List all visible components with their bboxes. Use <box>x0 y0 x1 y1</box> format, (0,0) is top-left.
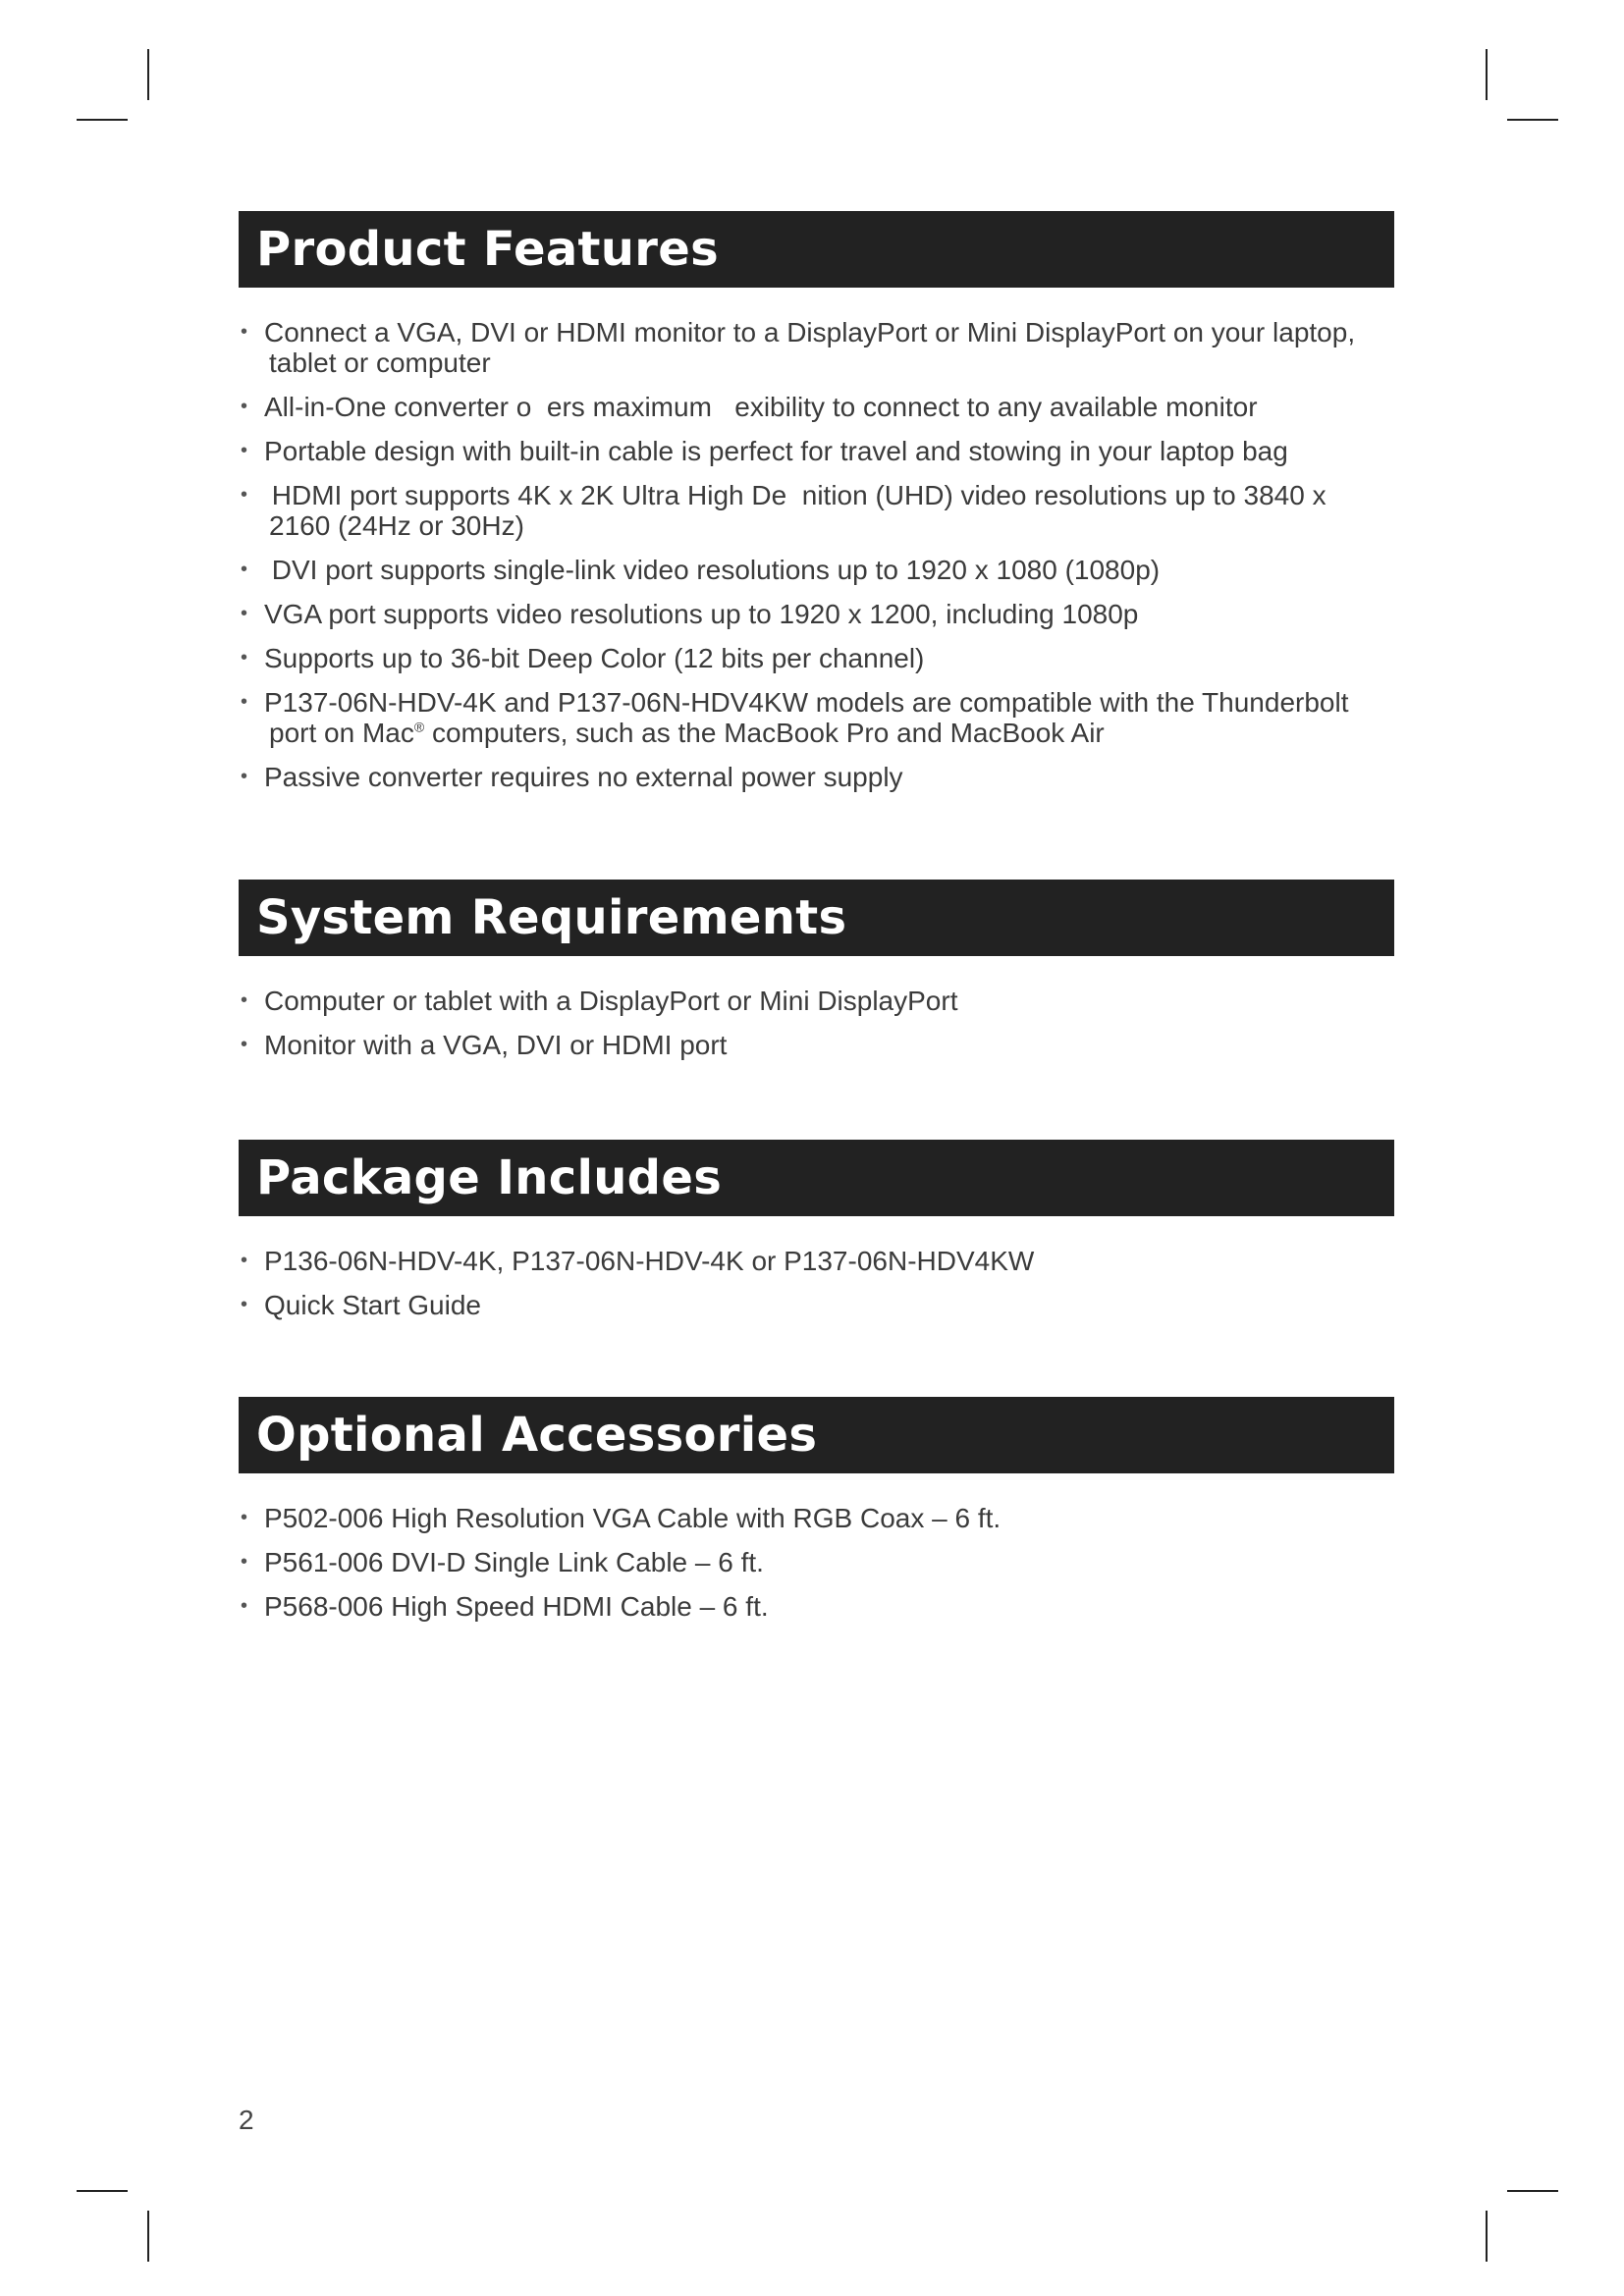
page-number: 2 <box>239 2105 254 2135</box>
item-text: Supports up to 36-bit Deep Color (12 bits per channel) <box>264 643 925 673</box>
section-header <box>239 1397 1394 1473</box>
item-text: P502-006 High Resolution VGA Cable with RGB Coax – 6 ft. <box>264 1503 1001 1533</box>
crop-mark <box>147 49 149 100</box>
crop-mark <box>1486 2211 1488 2262</box>
list-item <box>239 643 1394 673</box>
crop-mark <box>77 119 128 121</box>
item-text: P137-06N-HDV-4K and P137-06N-HDV4KW models are compatible with the Thunderbolt <box>264 687 1349 718</box>
list-item <box>239 480 1394 541</box>
crop-mark <box>77 2190 128 2192</box>
item-text: Monitor with a VGA, DVI or HDMI port <box>264 1030 728 1060</box>
item-text-continued: tablet or computer <box>269 347 491 378</box>
item-text: P136-06N-HDV-4K, P137-06N-HDV-4K or P137-06N-HDV4KW <box>264 1246 1035 1276</box>
item-text: All-in-One converter o ers maximum exibility to connect to any available monitor <box>264 392 1258 422</box>
section-header <box>239 1140 1394 1216</box>
section-title: Optional Accessories <box>256 1408 818 1463</box>
item-text: Computer or tablet with a DisplayPort or Mini DisplayPort <box>264 986 958 1016</box>
list-item <box>239 1503 1394 1533</box>
item-text: P561-006 DVI-D Single Link Cable – 6 ft. <box>264 1547 764 1577</box>
list-item <box>239 1547 1394 1577</box>
list-item <box>239 317 1394 378</box>
item-text: VGA port supports video resolutions up to 1920 x 1200, including 1080p <box>264 599 1139 629</box>
system-requirements-section <box>239 880 1394 1074</box>
section-title: System Requirements <box>256 890 847 945</box>
list-item <box>239 1246 1394 1276</box>
list-item <box>239 1030 1394 1060</box>
section-header <box>239 880 1394 956</box>
item-text: Quick Start Guide <box>264 1290 481 1320</box>
list-item <box>239 599 1394 629</box>
list-item <box>239 687 1394 748</box>
accessories-list <box>239 1503 1394 1622</box>
list-item <box>239 1591 1394 1622</box>
list-item <box>239 392 1394 422</box>
item-text-continued <box>264 718 1394 748</box>
list-item <box>239 762 1394 792</box>
item-text: Portable design with built-in cable is perfect for travel and stowing in your laptop bag <box>264 436 1288 466</box>
item-text-part: computers, such as the MacBook Pro and MacBook Air <box>424 718 1105 748</box>
crop-mark <box>1486 49 1488 100</box>
package-includes-section <box>239 1140 1394 1334</box>
section-title: Product Features <box>256 222 719 277</box>
list-item <box>239 986 1394 1016</box>
item-text: DVI port supports single-link video resolutions up to 1920 x 1080 (1080p) <box>264 555 1161 585</box>
section-title: Package Includes <box>256 1150 723 1205</box>
item-text: P568-006 High Speed HDMI Cable – 6 ft. <box>264 1591 769 1622</box>
list-item <box>239 1290 1394 1320</box>
crop-mark <box>1507 119 1558 121</box>
item-text-part: port on Mac <box>269 718 414 748</box>
crop-mark <box>1507 2190 1558 2192</box>
item-text: HDMI port supports 4K x 2K Ultra High De nition (UHD) video resolutions up to 3840 x <box>264 480 1326 510</box>
feature-list <box>239 317 1394 792</box>
list-item <box>239 555 1394 585</box>
requirements-list <box>239 986 1394 1060</box>
package-list <box>239 1246 1394 1320</box>
crop-mark <box>147 2211 149 2262</box>
registered-mark: ® <box>413 719 425 735</box>
list-item <box>239 436 1394 466</box>
optional-accessories-section <box>239 1397 1394 1635</box>
item-text-continued: 2160 (24Hz or 30Hz) <box>269 510 524 541</box>
item-text: Connect a VGA, DVI or HDMI monitor to a DisplayPort or Mini DisplayPort on your laptop, <box>264 317 1356 347</box>
item-text: Passive converter requires no external power supply <box>264 762 903 792</box>
product-features-section <box>239 211 1394 806</box>
section-header <box>239 211 1394 288</box>
